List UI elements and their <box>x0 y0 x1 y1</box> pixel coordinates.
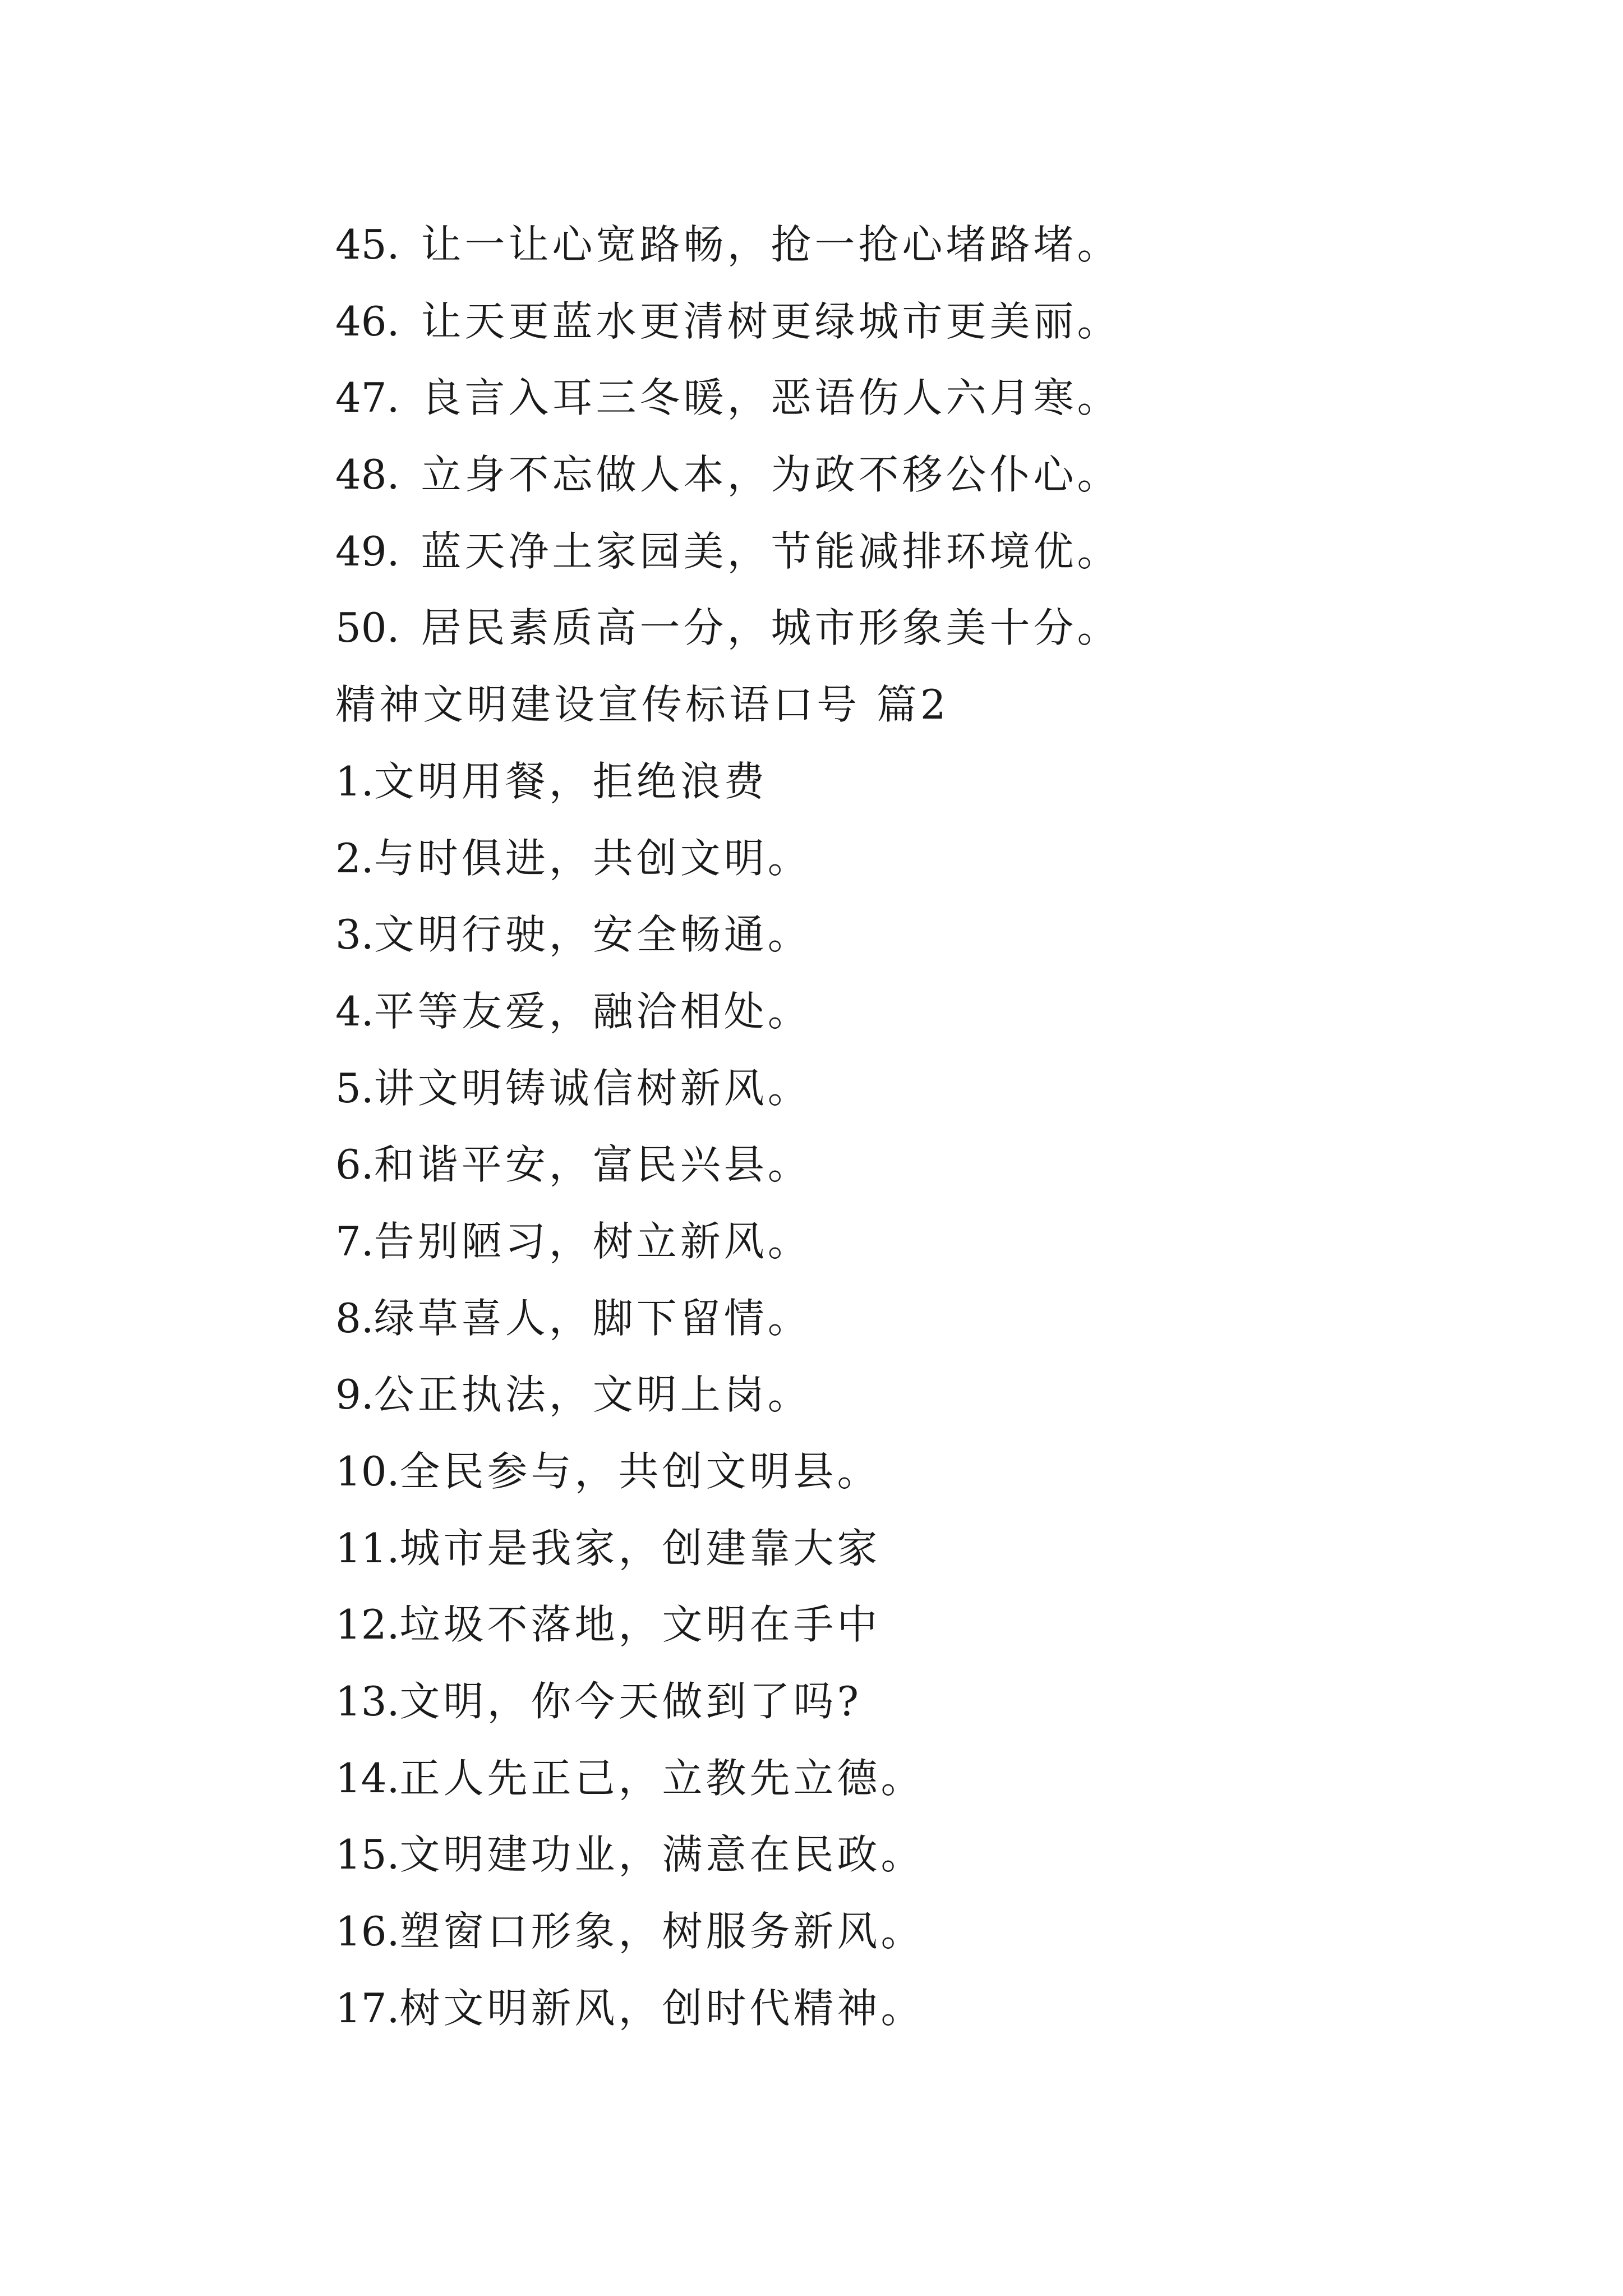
slogan-line: 4.平等友爱，融洽相处。 <box>335 987 811 1035</box>
slogan-line: 47. 良言入耳三冬暖，恶语伤人六月寒。 <box>335 374 1121 422</box>
slogan-line: 12.垃圾不落地，文明在手中 <box>335 1601 881 1649</box>
slogan-line: 49. 蓝天净土家园美，节能减排环境优。 <box>335 527 1121 575</box>
slogan-line: 7.告别陋习，树立新风。 <box>335 1217 811 1265</box>
slogan-line: 45. 让一让心宽路畅，抢一抢心堵路堵。 <box>335 221 1121 268</box>
slogan-line: 5.讲文明铸诚信树新风。 <box>335 1064 811 1112</box>
document-body <box>335 206 1513 2047</box>
slogan-line: 48. 立身不忘做人本，为政不移公仆心。 <box>335 451 1121 499</box>
slogan-line: 13.文明，你今天做到了吗? <box>335 1678 863 1726</box>
slogan-line: 10.全民参与，共创文明县。 <box>335 1448 881 1495</box>
slogan-line: 2.与时俱进，共创文明。 <box>335 834 811 882</box>
slogan-line: 16.塑窗口形象，树服务新风。 <box>335 1908 925 1955</box>
slogan-line: 46. 让天更蓝水更清树更绿城市更美丽。 <box>335 297 1121 345</box>
slogan-line: 17.树文明新风，创时代精神。 <box>335 1984 925 2032</box>
slogan-line: 9.公正执法，文明上岗。 <box>335 1371 811 1419</box>
slogan-line: 3.文明行驶，安全畅通。 <box>335 911 811 959</box>
slogan-line: 15.文明建功业，满意在民政。 <box>335 1831 925 1879</box>
slogan-line: 6.和谐平安，富民兴县。 <box>335 1141 811 1189</box>
slogan-line: 50. 居民素质高一分，城市形象美十分。 <box>335 604 1121 652</box>
slogan-line: 1.文明用餐，拒绝浪费 <box>335 757 768 805</box>
slogan-line: 14.正人先正己，立教先立德。 <box>335 1754 925 1802</box>
slogan-line: 11.城市是我家，创建靠大家 <box>335 1524 881 1572</box>
section-heading: 精神文明建设宣传标语口号 篇2 <box>335 681 949 729</box>
slogan-line: 8.绿草喜人，脚下留情。 <box>335 1294 811 1342</box>
